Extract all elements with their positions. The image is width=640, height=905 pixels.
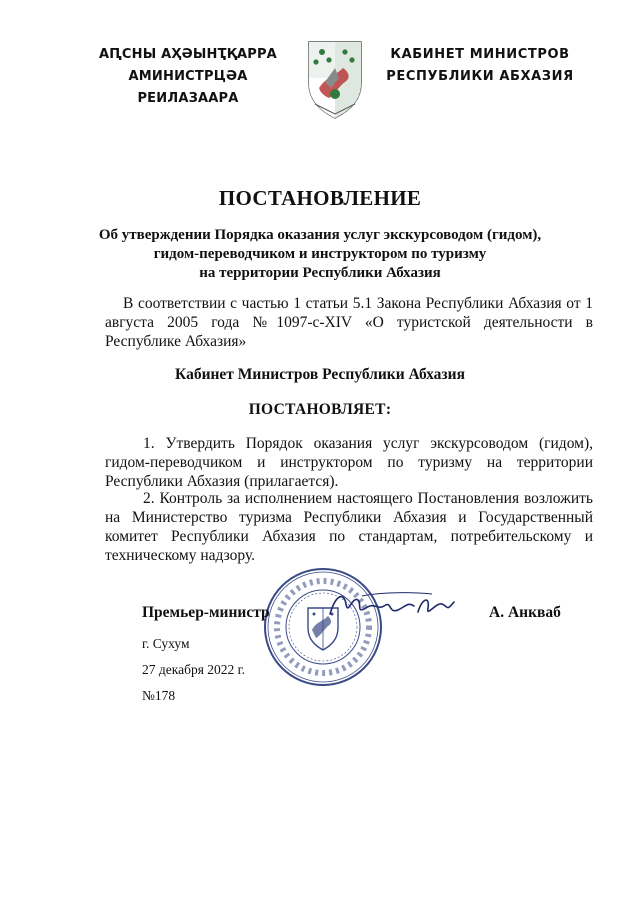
signer-name: А. Анкваб <box>489 604 561 621</box>
subject-line-1: Об утверждении Порядка оказания услуг экскурсоводом (гидом), <box>98 227 542 243</box>
document-place: г. Сухум <box>142 636 190 651</box>
subject-line-2: гидом-переводчиком и инструктором по туризму <box>153 246 487 262</box>
authority-line: Кабинет Министров Республики Абхазия <box>175 366 465 383</box>
signature-scribble <box>322 588 462 622</box>
header-abkhaz <box>78 44 298 110</box>
abkhazia-emblem-icon <box>305 38 365 120</box>
official-seal-icon <box>262 566 384 688</box>
header-russian-line1: КАБИНЕТ МИНИСТРОВ <box>390 47 570 62</box>
header-russian <box>370 44 590 88</box>
document-subject <box>60 226 580 283</box>
header-abkhaz-line1: АԤСНЫ АҲӘЫНҬҚАРРА <box>99 47 277 62</box>
signer-position: Премьер-министр <box>142 604 270 621</box>
document-date: 27 декабря 2022 г. <box>142 662 246 677</box>
document-title: ПОСТАНОВЛЕНИЕ <box>218 186 422 210</box>
header-russian-line2: РЕСПУБЛИКИ АБХАЗИЯ <box>386 69 574 84</box>
decree-item-2: 2. Контроль за исполнением настоящего Постановления возложить на Министерство туризма Республики Абхазия и Государственный комитет Республики Абхазия по стандартам, потребительскому и техническому надзору. <box>105 490 593 564</box>
preamble-paragraph: В соответствии с частью 1 статьи 5.1 Закона Республики Абхазия от 1 августа 2005 года №1097-с-XIV «О туристской деятельности в Республике Абхазия» <box>105 295 593 350</box>
document-number: №178 <box>142 688 176 703</box>
header-abkhaz-line2: АМИНИСТРЦӘА РЕИЛАЗААРА <box>128 69 248 106</box>
decree-item-1: 1. Утвердить Порядок оказания услуг экскурсоводом (гидом), гидом-переводчиком и инструктором по туризму на территории Республики Абхазия (прилагается). <box>105 435 593 490</box>
subject-line-3: на территории Республики Абхазия <box>199 265 441 281</box>
decrees-heading: ПОСТАНОВЛЯЕТ: <box>248 401 392 418</box>
